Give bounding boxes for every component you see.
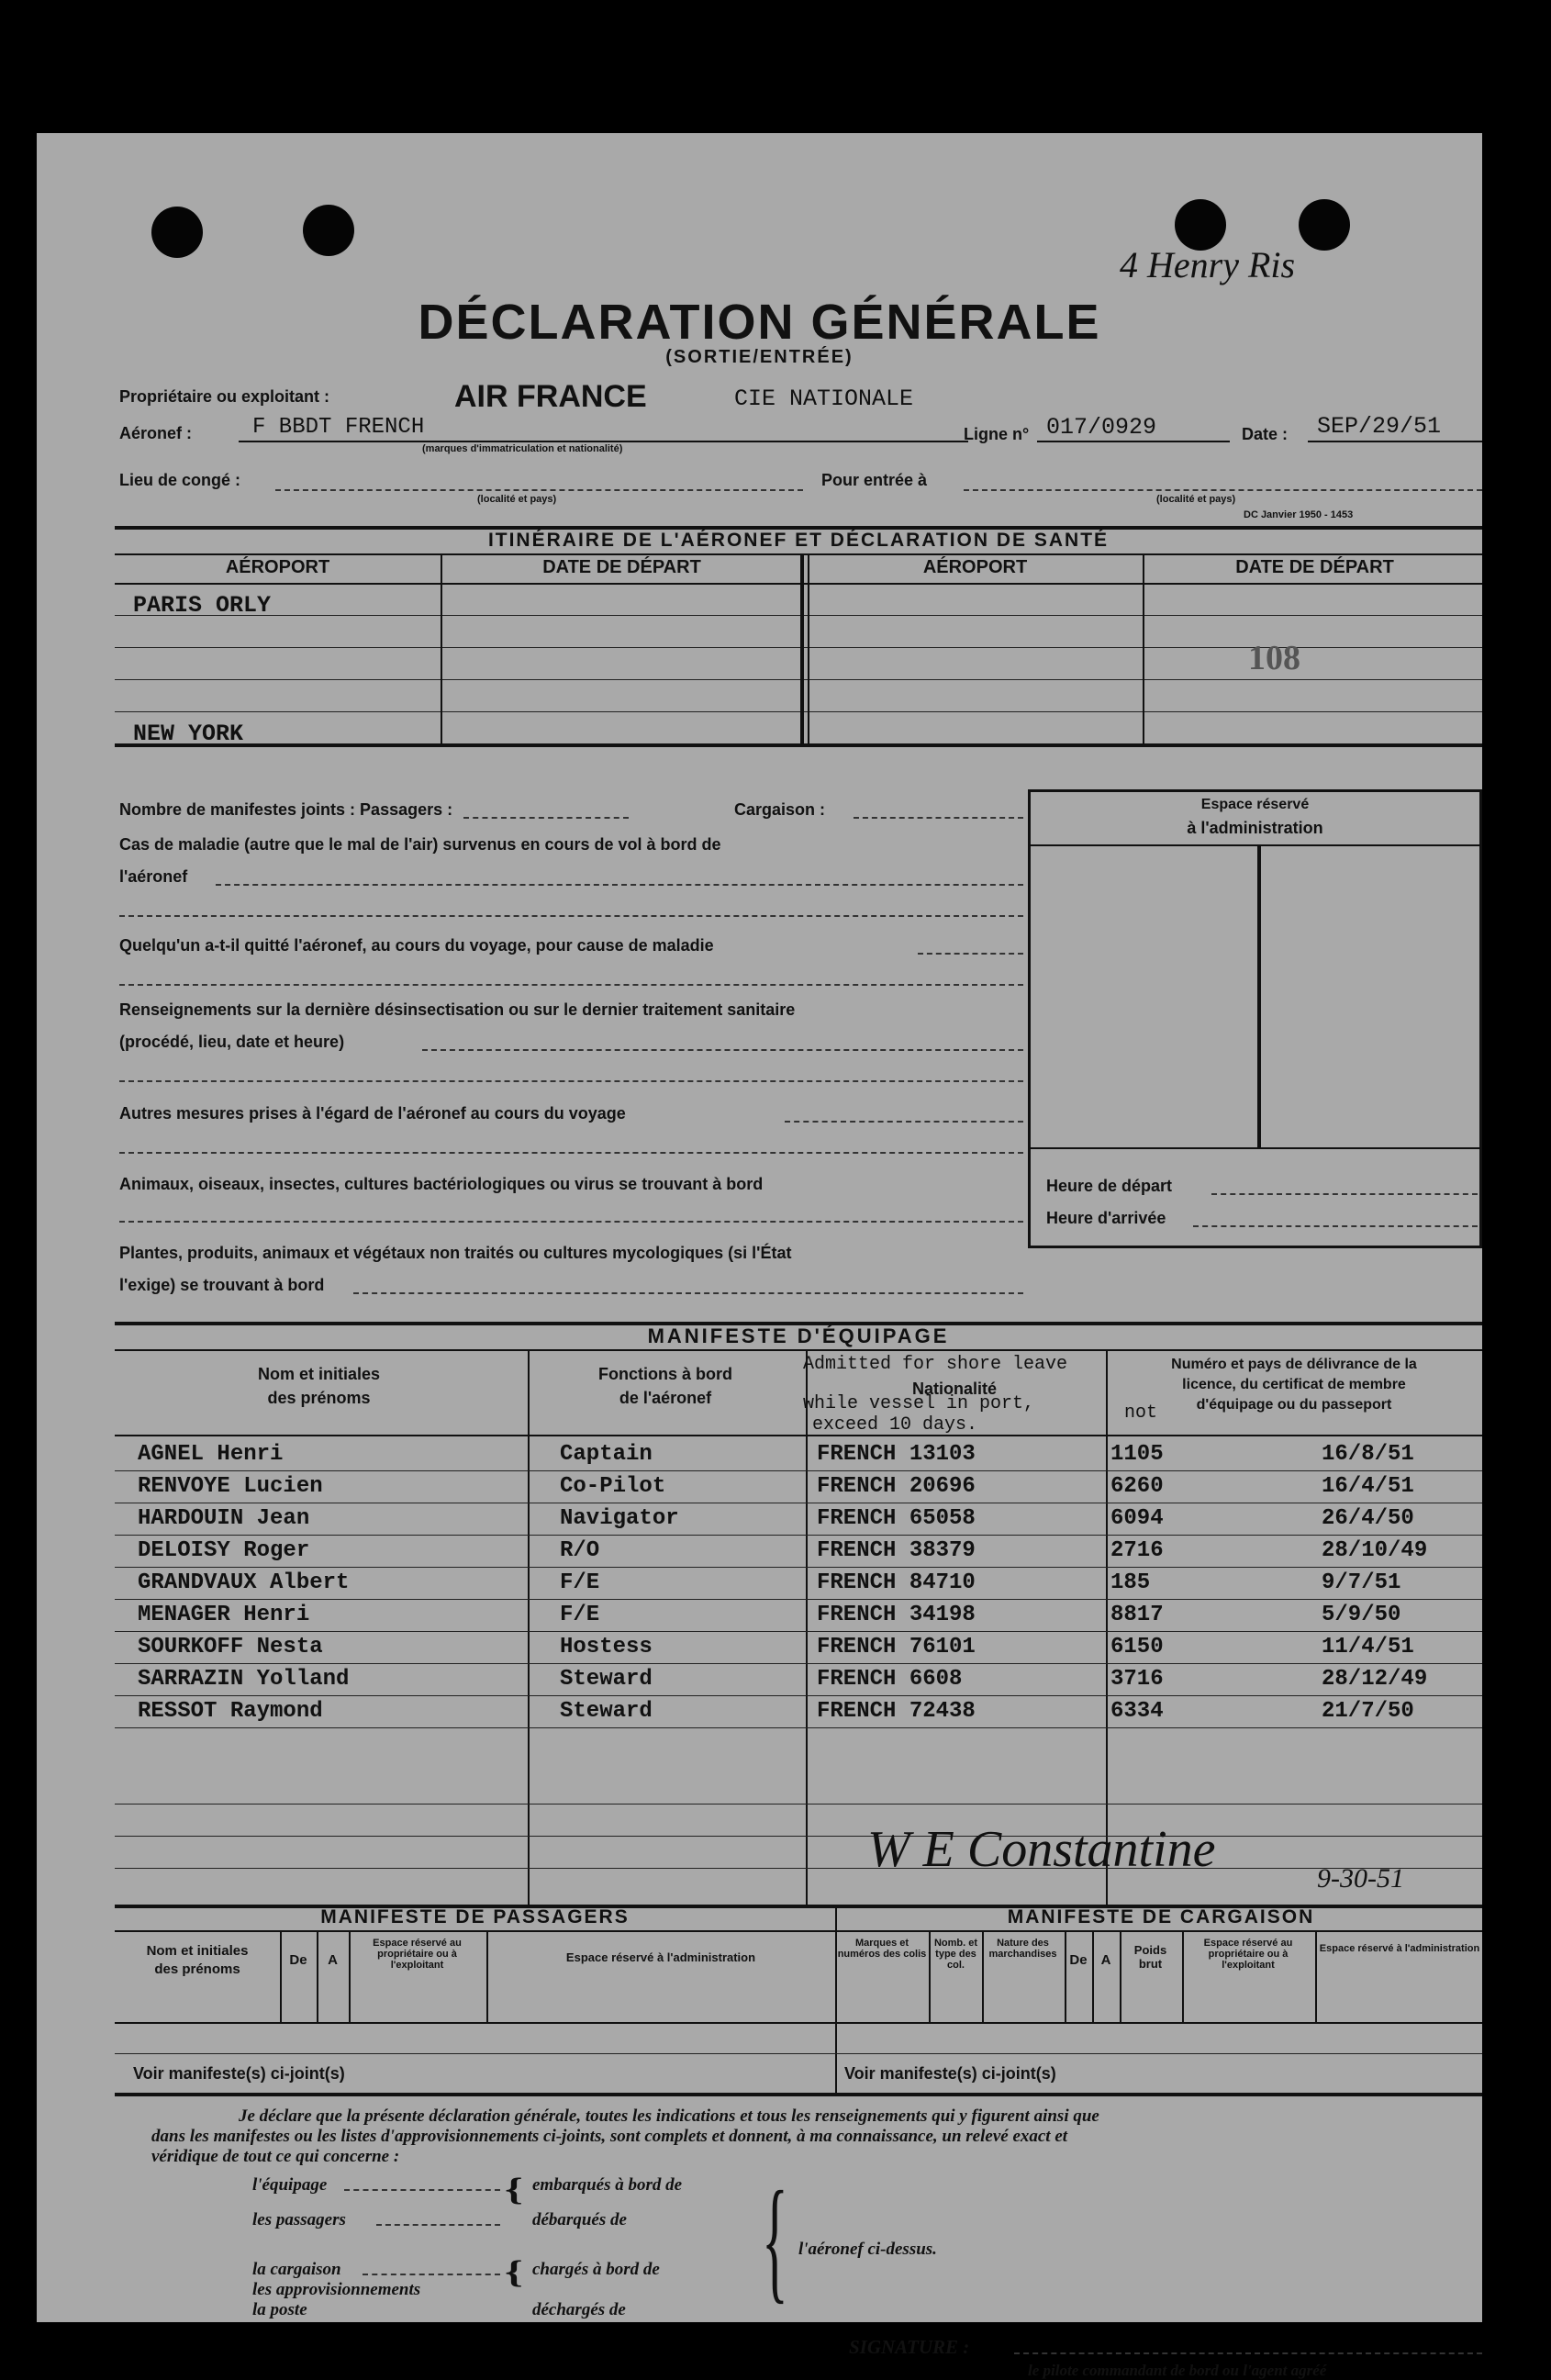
crew-member-function: Steward	[560, 1667, 653, 1692]
brace-large: {	[762, 2163, 788, 2316]
crew-member-licence-number: 6334	[1110, 1699, 1164, 1724]
entry-label: Pour entrée à	[821, 471, 928, 489]
question-disinsection: Renseignements sur la dernière désinsectisation ou sur le dernier traitement sanitaire	[119, 1000, 796, 1019]
crew-col-name: Nom et initiales	[257, 1365, 381, 1383]
cargo-col-marks: Marques et numéros des colis	[837, 1938, 927, 1960]
brace: {	[505, 2253, 523, 2290]
crew-signature: W E Constantine	[867, 1821, 1216, 1878]
declaration-line-2: dans les manifestes ou les listes d'approvisionnements ci-joints, sont complets et donnent, à ma connaissance, un relevé exact et	[151, 2127, 1068, 2146]
crew-member-name: MENAGER Henri	[138, 1603, 310, 1627]
itinerary-destination: NEW YORK	[133, 721, 244, 747]
crew-member-licence-date: 16/8/51	[1322, 1442, 1414, 1467]
pax-footer: Voir manifeste(s) ci-joint(s)	[133, 2064, 345, 2083]
crew-col-certificate: Numéro et pays de délivrance de la	[1171, 1357, 1417, 1372]
signature-label: SIGNATURE :	[849, 2336, 970, 2358]
date-label: Date :	[1242, 425, 1289, 443]
entry-note: (localité et pays)	[1156, 494, 1236, 505]
crew-member-licence-date: 28/12/49	[1322, 1667, 1428, 1692]
cargo-col-nature: Nature des marchandises	[988, 1938, 1057, 1960]
arrival-time-label: Heure d'arrivée	[1046, 1209, 1166, 1227]
signature-note: le pilote commandant de bord ou l'agent agréé	[1028, 2362, 1327, 2379]
crew-member-function: R/O	[560, 1538, 600, 1563]
crew-member-function: Navigator	[560, 1506, 679, 1531]
owner-label: Propriétaire ou exploitant :	[119, 387, 330, 406]
crew-member-licence-number: 6150	[1110, 1635, 1164, 1659]
crew-col-name-2: des prénoms	[267, 1389, 371, 1407]
shore-leave-stamp-4: exceed 10 days.	[812, 1414, 978, 1436]
crew-member-licence-date: 16/4/51	[1322, 1474, 1414, 1499]
crew-member-licence-date: 5/9/50	[1322, 1603, 1401, 1627]
cargo-col-count: Nomb. et type des col.	[933, 1938, 978, 1971]
cargo-col-from: De	[1069, 1952, 1088, 1968]
crew-col-function: Fonctions à bord	[598, 1365, 732, 1383]
decl-loaded: chargés à bord de	[532, 2260, 660, 2279]
crew-heading: MANIFESTE D'ÉQUIPAGE	[647, 1324, 950, 1347]
crew-member-licence-number: 3716	[1110, 1667, 1164, 1692]
pax-col-name: Nom et initiales	[146, 1943, 249, 1959]
brace: {	[505, 2171, 523, 2207]
decl-disembarked: débarqués de	[532, 2210, 627, 2229]
crew-member-function: F/E	[560, 1570, 600, 1595]
crew-member-function: Steward	[560, 1699, 653, 1724]
crew-member-licence-number: 1105	[1110, 1442, 1164, 1467]
crew-member-licence-date: 11/4/51	[1322, 1635, 1414, 1659]
pax-col-owner-space: Espace réservé au propriétaire ou à l'exploitant	[373, 1938, 462, 1971]
decl-supplies: les approvisionnements	[252, 2280, 421, 2299]
col-airport: AÉROPORT	[225, 557, 330, 577]
line-value: 017/0929	[1046, 414, 1157, 441]
question-left-aircraft: Quelqu'un a-t-il quitté l'aéronef, au cours du voyage, pour cause de maladie	[119, 936, 714, 955]
cargo-heading: MANIFESTE DE CARGAISON	[1007, 1906, 1315, 1927]
crew-member-licence-number: 2716	[1110, 1538, 1164, 1563]
decl-embarked: embarqués à bord de	[532, 2175, 683, 2195]
line-label: Ligne n°	[964, 425, 1030, 443]
crew-member-nationality: FRENCH 38379	[817, 1538, 976, 1563]
pax-col-name-2: des prénoms	[154, 1961, 240, 1977]
decl-crew: l'équipage	[252, 2175, 328, 2195]
admin-box-title-2: à l'administration	[1187, 819, 1323, 837]
crew-member-nationality: FRENCH 6608	[817, 1667, 963, 1692]
pax-col-admin-space: Espace réservé à l'administration	[565, 1950, 756, 1964]
crew-member-licence-number: 185	[1110, 1570, 1151, 1595]
question-plants-2: l'exige) se trouvant à bord	[119, 1276, 325, 1294]
crew-col-certificate-2: licence, du certificat de membre	[1182, 1377, 1406, 1392]
page-subtitle: (SORTIE/ENTRÉE)	[665, 347, 854, 367]
crew-col-certificate-3: d'équipage ou du passeport	[1196, 1397, 1392, 1413]
aircraft-note: (marques d'immatriculation et nationalité)	[422, 443, 623, 454]
handwritten-note: 4 Henry Ris	[1120, 244, 1296, 285]
crew-member-licence-number: 6260	[1110, 1474, 1164, 1499]
col-departure-date: DATE DE DÉPART	[542, 557, 701, 577]
crew-member-name: HARDOUIN Jean	[138, 1506, 310, 1531]
declaration-line-3: véridique de tout ce qui concerne :	[151, 2147, 400, 2166]
crew-member-licence-date: 28/10/49	[1322, 1538, 1428, 1563]
cargo-col-admin-space: Espace réservé à l'administration	[1319, 1943, 1480, 1954]
owner-value: AIR FRANCE	[454, 379, 647, 414]
crew-member-name: RENVOYE Lucien	[138, 1474, 323, 1499]
admin-box-title: Espace réservé	[1200, 797, 1310, 812]
crew-member-nationality: FRENCH 34198	[817, 1603, 976, 1627]
decl-aircraft: l'aéronef ci-dessus.	[798, 2240, 937, 2259]
crew-member-licence-number: 8817	[1110, 1603, 1164, 1627]
question-other-measures: Autres mesures prises à l'égard de l'aéronef au cours du voyage	[119, 1104, 626, 1123]
crew-member-name: SOURKOFF Nesta	[138, 1635, 323, 1659]
question-animals: Animaux, oiseaux, insectes, cultures bactériologiques ou virus se trouvant à bord	[119, 1175, 764, 1193]
crew-member-nationality: FRENCH 84710	[817, 1570, 976, 1595]
crew-member-function: Captain	[560, 1442, 653, 1467]
shore-leave-stamp-3: not	[1124, 1402, 1158, 1424]
decl-unloaded: déchargés de	[532, 2300, 626, 2319]
crew-member-licence-date: 9/7/51	[1322, 1570, 1401, 1595]
punch-hole	[303, 205, 354, 256]
owner-value-2: CIE NATIONALE	[734, 385, 914, 412]
departure-note: (localité et pays)	[477, 494, 557, 505]
page-title: DÉCLARATION GÉNÉRALE	[418, 295, 1101, 350]
col-airport-2: AÉROPORT	[922, 557, 1028, 577]
crew-member-name: AGNEL Henri	[138, 1442, 284, 1467]
crew-member-nationality: FRENCH 72438	[817, 1699, 976, 1724]
crew-member-name: GRANDVAUX Albert	[138, 1570, 350, 1595]
crew-member-nationality: FRENCH 20696	[817, 1474, 976, 1499]
date-value: SEP/29/51	[1317, 413, 1442, 440]
punch-hole	[151, 207, 203, 258]
decl-passengers: les passagers	[252, 2210, 346, 2229]
crew-member-name: DELOISY Roger	[138, 1538, 310, 1563]
cargo-footer: Voir manifeste(s) ci-joint(s)	[844, 2064, 1056, 2083]
cargo-col-to: A	[1100, 1952, 1111, 1968]
declaration-line-1: Je déclare que la présente déclaration générale, toutes les indications et tous les renseignements qui y figurent ainsi que	[239, 2106, 1099, 2126]
crew-member-nationality: FRENCH 65058	[817, 1506, 976, 1531]
question-disinsection-2: (procédé, lieu, date et heure)	[119, 1033, 345, 1051]
crew-member-licence-date: 21/7/50	[1322, 1699, 1414, 1724]
crew-member-name: RESSOT Raymond	[138, 1699, 323, 1724]
itinerary-origin: PARIS ORLY	[133, 592, 272, 619]
crew-member-nationality: FRENCH 76101	[817, 1635, 976, 1659]
question-illness-2: l'aéronef	[119, 867, 188, 886]
crew-member-licence-number: 6094	[1110, 1506, 1164, 1531]
cargo-col-weight: Poids brut	[1133, 1943, 1167, 1971]
pax-col-to: A	[328, 1952, 338, 1968]
crew-member-licence-date: 26/4/50	[1322, 1506, 1414, 1531]
cargo-col-owner-space: Espace réservé au propriétaire ou à l'exploitant	[1203, 1938, 1293, 1971]
form-reference: DC Janvier 1950 - 1453	[1244, 509, 1354, 520]
crew-signature-date: 9-30-51	[1317, 1863, 1404, 1894]
shore-leave-stamp: Admitted for shore leave	[803, 1354, 1068, 1375]
manifests-label: Nombre de manifestes joints : Passagers :	[119, 800, 453, 819]
crew-col-nationality: Nationalité	[911, 1380, 997, 1398]
shore-leave-stamp-2: while vessel in port,	[803, 1393, 1035, 1414]
cargo-label: Cargaison :	[734, 800, 826, 819]
decl-mail: la poste	[252, 2300, 307, 2319]
crew-member-function: Hostess	[560, 1635, 653, 1659]
crew-col-function-2: de l'aéronef	[619, 1389, 712, 1407]
crew-member-function: Co-Pilot	[560, 1474, 666, 1499]
col-departure-date-2: DATE DE DÉPART	[1235, 557, 1394, 577]
question-illness: Cas de maladie (autre que le mal de l'air) survenus en cours de vol à bord de	[119, 835, 721, 854]
crew-member-name: SARRAZIN Yolland	[138, 1667, 350, 1692]
pax-col-from: De	[289, 1952, 307, 1968]
punch-hole	[1299, 199, 1350, 251]
crew-member-function: F/E	[560, 1603, 600, 1627]
question-plants: Plantes, produits, animaux et végétaux non traités ou cultures mycologiques (si l'État	[119, 1244, 792, 1262]
departure-time-label: Heure de départ	[1046, 1177, 1173, 1195]
crew-member-nationality: FRENCH 13103	[817, 1442, 976, 1467]
departure-label: Lieu de congé :	[119, 471, 241, 489]
itinerary-heading: ITINÉRAIRE DE L'AÉRONEF ET DÉCLARATION DE SANTÉ	[487, 530, 1110, 551]
stamp-number: 108	[1248, 639, 1300, 677]
aircraft-label: Aéronef :	[119, 424, 193, 442]
decl-cargo: la cargaison	[252, 2260, 341, 2279]
aircraft-value: F BBDT FRENCH	[252, 415, 425, 440]
document-page	[37, 133, 1482, 2379]
passengers-heading: MANIFESTE DE PASSAGERS	[320, 1906, 630, 1927]
